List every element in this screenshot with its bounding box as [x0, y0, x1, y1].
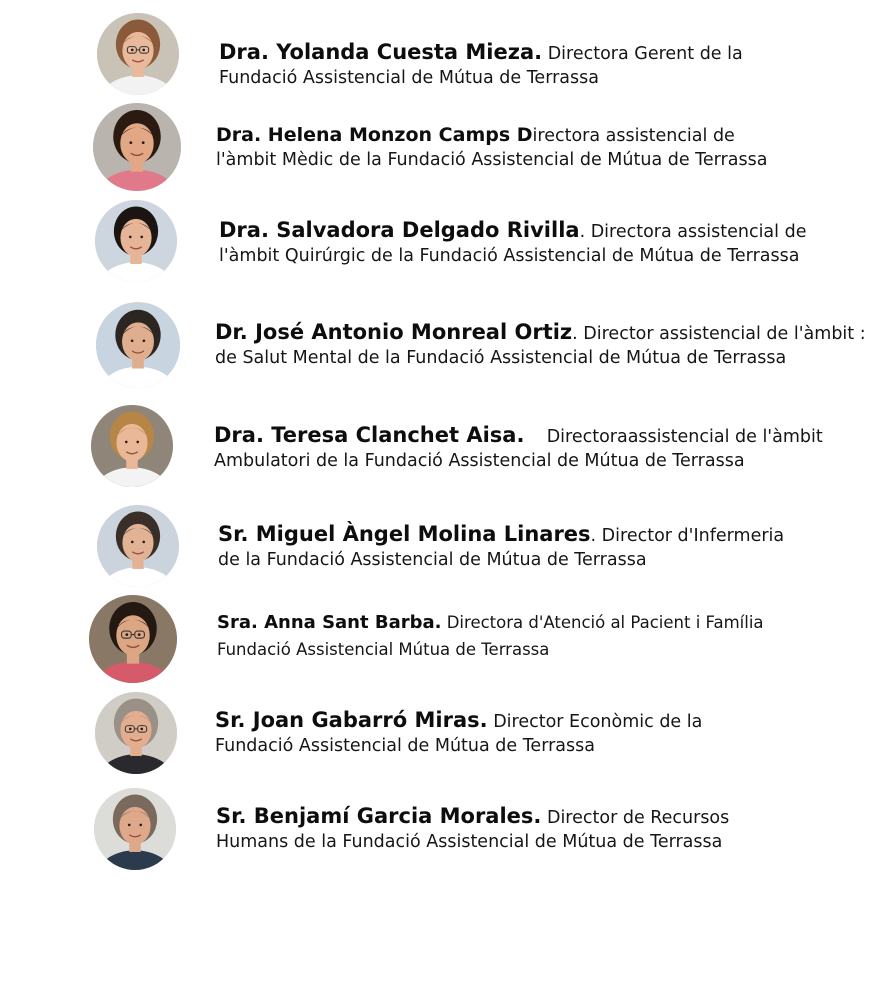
portrait-photo	[94, 788, 176, 870]
portrait-photo	[97, 13, 179, 95]
person-role: . Director d'Infermeria	[590, 526, 785, 546]
portrait-photo	[95, 692, 177, 774]
person-role: . Directora assistencial de	[579, 222, 807, 242]
portrait-photo	[97, 505, 179, 587]
person-card	[0, 692, 880, 788]
person-card	[0, 200, 880, 296]
person-role-continued: Humans de la Fundació Assistencial de Mútua de Terrassa	[216, 832, 723, 852]
person-card	[0, 505, 880, 601]
person-role: . Director assistencial de l'àmbit :	[572, 324, 866, 344]
portrait-eye	[125, 441, 128, 444]
portrait-photo	[89, 595, 177, 683]
person-role: Directora d'Atenció al Pacient i Família	[441, 613, 764, 632]
portrait-face	[116, 424, 147, 462]
portrait-photo	[96, 302, 180, 388]
person-role: Directora Gerent de la	[542, 44, 743, 64]
person-card	[0, 405, 880, 501]
portrait-eye	[129, 728, 132, 731]
person-role-continued: de la Fundació Assistencial de Mútua de Terrassa	[218, 550, 647, 570]
person-name: Sr. Benjamí Garcia Morales.	[216, 804, 542, 828]
person-name: Dra. Teresa Clanchet Aisa.	[214, 423, 525, 447]
portrait-eye	[142, 49, 145, 52]
person-role-continued: l'àmbit Quirúrgic de la Fundació Assistencial de Mútua de Terrassa	[219, 246, 800, 266]
portrait-photo	[91, 405, 173, 487]
portrait-eye	[139, 824, 142, 827]
avatar	[93, 103, 181, 191]
portrait-eye	[131, 339, 134, 342]
portrait-face	[122, 322, 154, 361]
portrait-eye	[142, 141, 145, 144]
avatar	[96, 302, 180, 388]
portrait-eye	[131, 49, 134, 52]
portrait-face	[120, 123, 153, 163]
person-role-continued: Fundació Assistencial Mútua de Terrassa	[217, 640, 550, 659]
avatar	[97, 13, 179, 95]
portrait-face	[119, 807, 150, 845]
person-role-continued: Ambulatori de la Fundació Assistencial de Mútua de Terrassa	[214, 451, 745, 471]
avatar	[91, 405, 173, 487]
person-role-continued: l'àmbit Mèdic de la Fundació Assistencial de Mútua de Terrassa	[216, 150, 768, 170]
portrait-eye	[129, 141, 132, 144]
person-name: Dra. Helena Monzon Camps D	[216, 124, 533, 146]
person-card	[0, 788, 880, 884]
person-name: Dra. Salvadora Delgado Rivilla	[219, 218, 580, 242]
portrait-photo	[93, 103, 181, 191]
person-card	[0, 595, 880, 691]
person-role-continued: de Salut Mental de la Fundació Assistencial de Mútua de Terrassa	[215, 348, 787, 368]
person-name: Sr. Joan Gabarró Miras.	[215, 708, 488, 732]
person-card	[0, 302, 880, 398]
person-role-continued: Fundació Assistencial de Mútua de Terrassa	[215, 736, 595, 756]
portrait-eye	[136, 441, 139, 444]
portrait-eye	[138, 633, 141, 636]
avatar	[89, 595, 177, 683]
person-role-continued: Fundació Assistencial de Mútua de Terrassa	[219, 68, 599, 88]
person-role: Directoraassistencial de l'àmbit	[524, 427, 823, 447]
portrait-face	[120, 219, 151, 257]
portrait-eye	[129, 236, 132, 239]
avatar	[95, 692, 177, 774]
portrait-eye	[143, 339, 146, 342]
person-card	[0, 103, 880, 199]
portrait-eye	[131, 541, 134, 544]
person-name: Dra. Yolanda Cuesta Mieza.	[219, 40, 543, 64]
avatar	[97, 505, 179, 587]
person-name: Sr. Miguel Àngel Molina Linares	[218, 522, 591, 546]
person-role: irectora assistencial de	[532, 126, 735, 146]
person-role: Director de Recursos	[541, 808, 730, 828]
person-card	[0, 10, 880, 106]
portrait-eye	[142, 541, 145, 544]
portrait-photo	[95, 200, 177, 282]
portrait-eye	[125, 633, 128, 636]
portrait-face	[122, 524, 153, 562]
portrait-eye	[140, 728, 143, 731]
person-name: Sra. Anna Sant Barba.	[217, 612, 442, 633]
portrait-eye	[140, 236, 143, 239]
avatar	[94, 788, 176, 870]
person-role: Director Econòmic de la	[487, 712, 703, 732]
person-name: Dr. José Antonio Monreal Ortiz	[215, 320, 573, 344]
portrait-eye	[128, 824, 131, 827]
avatar	[95, 200, 177, 282]
